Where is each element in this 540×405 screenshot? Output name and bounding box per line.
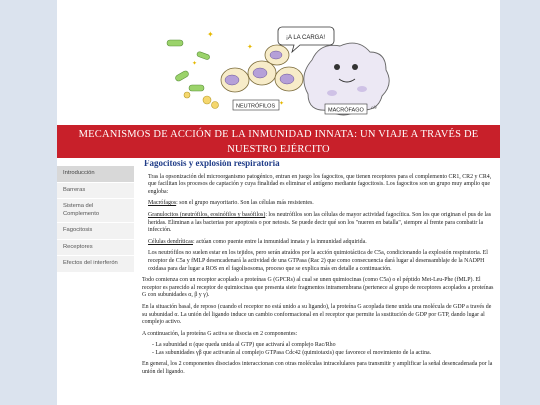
- page-title: MECANISMOS DE ACCIÓN DE LA INMUNIDAD INNATA: UN VIAJE A TRAVÉS DE NUESTRO EJÉRCITO: [57, 125, 500, 158]
- term-macrofagos: Macrófagos: [148, 200, 177, 207]
- sidebar-item-receptores[interactable]: Receptores: [57, 240, 134, 257]
- list-item-granulocitos: [142, 212, 494, 235]
- cells-illustration: [57, 5, 500, 120]
- main-content: [142, 160, 494, 405]
- list-item-dendriticas: [142, 239, 494, 247]
- paragraph-basal: En la situación basal, de reposo (cuando el receptor no está unido a su ligando), la proteína G acoplada tiene unida una molécula de GDP a través de su subunidad α. La unión del ligando induce un cambio conformacional en el receptor que permite la sustitución de GDP por GTP, dando lugar al complejo activo.: [142, 303, 492, 326]
- term-dendriticas: Células dendríticas: [148, 238, 193, 245]
- term-granulocitos: Granulocitos (neutrófilos, eosinófilos y basófilos): [148, 211, 266, 218]
- speech-bubble: ¡A LA CARGA!: [286, 35, 326, 41]
- svg-text:✦: ✦: [192, 61, 198, 67]
- neutrophil-cells: [221, 45, 303, 92]
- text-dendriticas: : actúan como puente entre la inmunidad innata y la inmunidad adquirida.: [193, 238, 367, 245]
- page: [57, 0, 500, 405]
- text-macrofagos: : son el grupo mayoritario. Son las células más resistentes.: [176, 200, 314, 207]
- label-macrofago: MACRÓFAGO: [328, 107, 364, 114]
- sidebar-item-complemento[interactable]: Sistema del Complemento: [57, 199, 134, 223]
- list-item: - La subunidad α (que queda unida al GTP) que activará al complejo Rac/Rho: [152, 342, 336, 349]
- section-title: Fagocitosis y explosión respiratoria: [144, 160, 280, 168]
- list-item-macrofagos: [142, 200, 494, 208]
- svg-text:✦: ✦: [247, 43, 253, 51]
- list-item: - Las subunidades γβ que activarán al complejo GTPasa Cdc42 (quimiotaxis) que favorece el movimiento de la actina.: [152, 349, 432, 356]
- paragraph-general: En general, los 2 componentes disociados interaccionan con otras moléculas intracelulares para transmitir y amplificar la señal desencadenada por la unión del ligando.: [142, 361, 493, 376]
- svg-text:✦: ✦: [207, 30, 214, 39]
- banner-illustration: [57, 5, 500, 120]
- sidebar-item-fagocitosis[interactable]: Fagocitosis: [57, 223, 134, 240]
- subunit-list: [152, 342, 494, 357]
- sidebar-item-introduccion[interactable]: Introducción: [57, 166, 134, 183]
- paragraph-disocia: A continuación, la proteína G activa se disocia en 2 componentes:: [142, 330, 298, 337]
- paragraph-gpcr: Todo comienza con un receptor acoplado a proteínas G (GPCRs) al cual se unen quimiocinas (como C5a) o el péptido Met-Leu-Phe (fMLP). El receptor es parecido al receptor de quimiocinas que presenta siete fragmentos intramembrana (pertenece al grupo de receptores acoplados a proteínas G con subunidades α, β y γ).: [142, 277, 494, 299]
- text-granulocitos: : los neutrófilos son las células de mayor actividad fagocítica. Son los que originan el pus de las heridas. Eliminan a las bacterias por apoptosis o por netosis. Se puede decir qué son los "nueren en batalla", siempre al frente para combatir la infección.: [148, 211, 492, 234]
- signature: cle: [371, 106, 377, 111]
- sidebar-nav: [57, 166, 134, 273]
- label-neutrofilos: NEUTRÓFILOS: [236, 103, 276, 110]
- intro-paragraph: Tras la opsonización del microorganismo patogénico, entran en juego los fagocitos, que tienen receptores para el complemento CR1, CR2 y CR4, que facilitan los procesos de captación y cuya finalidad es eliminar el antígeno mediante fagocitosis. Los fagocitos son un grupo muy amplio que engloba:: [148, 173, 492, 195]
- sidebar-item-barreras[interactable]: Barreras: [57, 183, 134, 200]
- paragraph-neutrofilos: Los neutrófilos no suelen estar en los tejidos, pero serán atraídos por la acción quimiotáctica de C5a, condicionando la explosión respiratoria. El receptor de C5a y fMLP desencadenará la actividad de una GTPasa (Rac 2) que como consecuencia dará lugar al desensamblaje de la NADPH oxidasa para dar lugar a ROS en el fagolisosoma, proceso que se explica más en detalle a continuación.: [148, 250, 488, 272]
- svg-text:✦: ✦: [279, 101, 285, 107]
- sidebar-item-interferon[interactable]: Efectos del interferón: [57, 256, 134, 273]
